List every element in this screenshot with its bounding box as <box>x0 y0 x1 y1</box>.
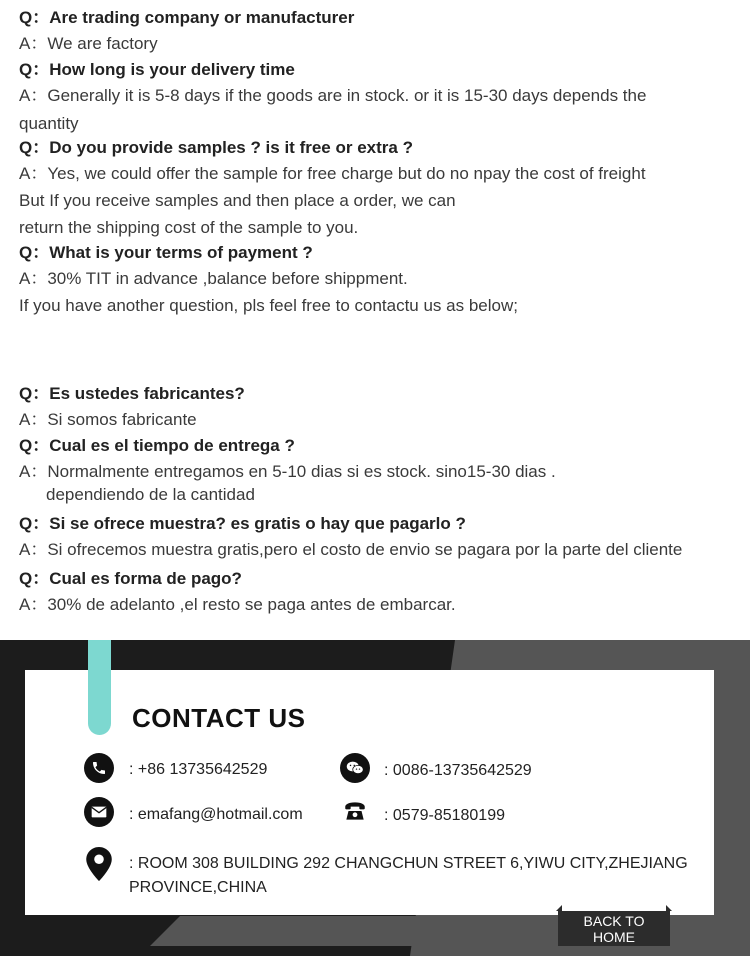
phone-icon <box>84 753 114 783</box>
faq-question: Q：Do you provide samples ? is it free or extra ? <box>19 138 413 157</box>
faq-answer: A：Generally it is 5-8 days if the goods are in stock. or it is 15-30 days depends the <box>19 86 647 105</box>
faq-answer: A：Yes, we could offer the sample for free charge but do no npay the cost of freight <box>19 164 646 183</box>
email-address[interactable]: : emafang@hotmail.com <box>129 806 303 823</box>
faq-answer-continued: quantity <box>19 114 79 133</box>
faq-question: Q：Cual es forma de pago? <box>19 569 242 588</box>
faq-question: Q：Es ustedes fabricantes? <box>19 384 245 403</box>
faq-question: Q：What is your terms of payment ? <box>19 243 313 262</box>
faq-answer-continued: If you have another question, pls feel free to contactu us as below; <box>19 296 518 315</box>
mail-icon <box>84 797 114 827</box>
faq-answer-continued: But If you receive samples and then place a order, we can <box>19 191 456 210</box>
telephone-icon <box>342 798 368 831</box>
faq-answer: A：Si ofrecemos muestra gratis,pero el costo de envio se pagara por la parte del cliente <box>19 540 683 559</box>
address: : ROOM 308 BUILDING 292 CHANGCHUN STREET 6,YIWU CITY,ZHEJIANG PROVINCE,CHINA <box>129 855 688 896</box>
location-pin-icon <box>86 847 112 888</box>
faq-answer: A：Normalmente entregamos en 5-10 dias si es stock. sino15-30 dias . <box>19 462 556 481</box>
faq-answer: A：30% de adelanto ,el resto se paga antes de embarcar. <box>19 595 456 614</box>
faq-answer: A：We are factory <box>19 34 158 53</box>
faq-answer-continued: dependiendo de la cantidad <box>46 485 255 504</box>
wechat-number[interactable]: : 0086-13735642529 <box>384 762 532 779</box>
faq-question: Q：How long is your delivery time <box>19 60 295 79</box>
wechat-icon <box>340 753 370 783</box>
back-to-home-button[interactable]: BACK TO HOME <box>558 911 670 946</box>
phone-number[interactable]: : +86 13735642529 <box>129 761 268 778</box>
faq-answer-continued: return the shipping cost of the sample to you. <box>19 218 359 237</box>
contact-title: CONTACT US <box>132 703 306 733</box>
telephone-number[interactable]: : 0579-85180199 <box>384 807 505 824</box>
faq-question: Q：Cual es el tiempo de entrega ? <box>19 436 295 455</box>
accent-bar <box>88 640 111 735</box>
faq-answer: A：Si somos fabricante <box>19 410 197 429</box>
contact-section <box>0 640 750 956</box>
faq-answer: A：30% TIT in advance ,balance before shippment. <box>19 269 408 288</box>
faq-question: Q：Are trading company or manufacturer <box>19 8 355 27</box>
faq-question: Q：Si se ofrece muestra? es gratis o hay que pagarlo ? <box>19 514 466 533</box>
